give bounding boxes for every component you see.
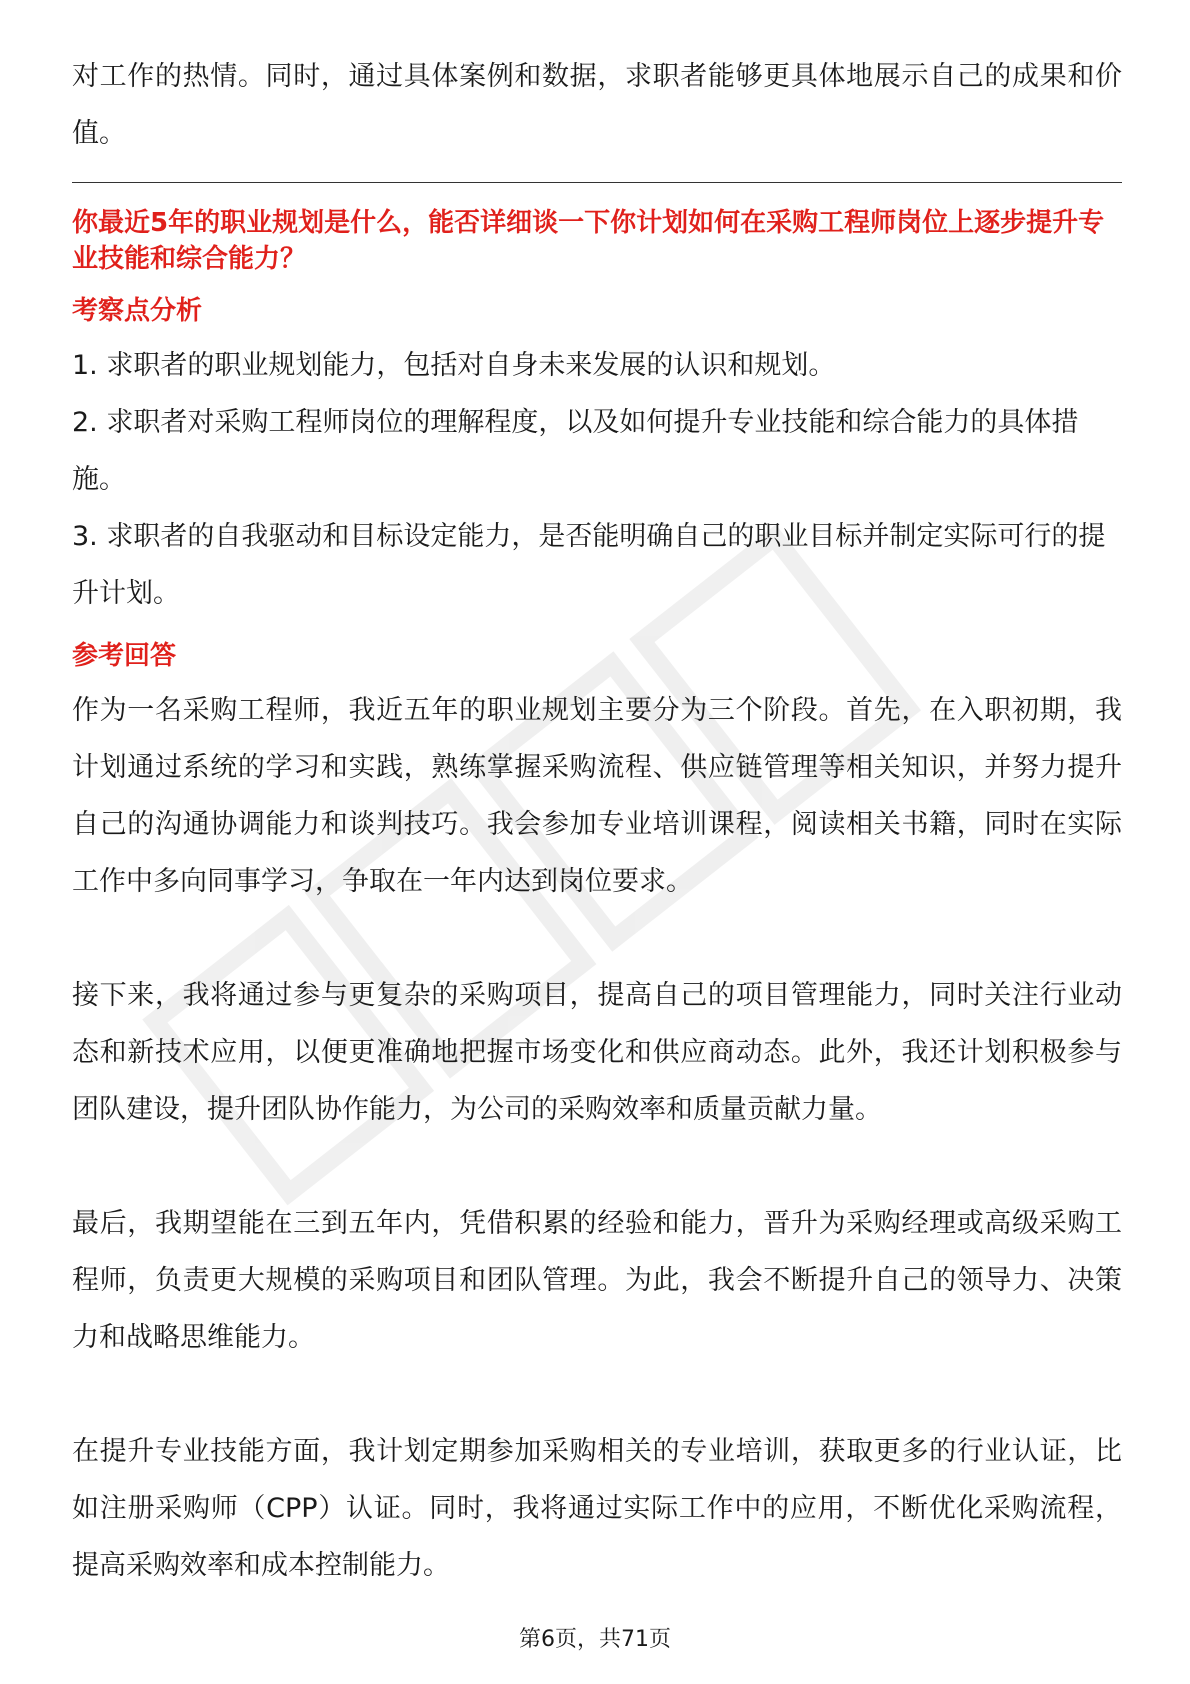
answer-paragraph-3: 最后，我期望能在三到五年内，凭借积累的经验和能力，晋升为采购经理或高级采购工程师，负责更大规模的采购项目和团队管理。为此，我会不断提升自己的领导力、决策力和战略思维能力。 xyxy=(72,1208,1122,1353)
analysis-item-1: 1. 求职者的职业规划能力，包括对自身未来发展的认识和规划。 xyxy=(72,350,836,381)
analysis-item-3: 3. 求职者的自我驱动和目标设定能力，是否能明确自己的职业目标并制定实际可行的提升计划。 xyxy=(72,521,1106,609)
answer-paragraph-1: 作为一名采购工程师，我近五年的职业规划主要分为三个阶段。首先，在入职初期，我计划通过系统的学习和实践，熟练掌握采购流程、供应链管理等相关知识，并努力提升自己的沟通协调能力和谈判技巧。我会参加专业培训课程，阅读相关书籍，同时在实际工作中多向同事学习，争取在一年内达到岗位要求。 xyxy=(72,695,1122,897)
analysis-list xyxy=(72,337,1122,622)
document-page xyxy=(72,48,1122,1594)
page-number: 第6页，共71页 xyxy=(519,1627,671,1652)
answer-paragraph-2: 接下来，我将通过参与更复杂的采购项目，提高自己的项目管理能力，同时关注行业动态和新技术应用，以便更准确地把握市场变化和供应商动态。此外，我还计划积极参与团队建设，提升团队协作能力，为公司的采购效率和质量贡献力量。 xyxy=(72,980,1122,1125)
answer-heading: 参考回答 xyxy=(72,641,177,671)
intro-paragraph: 对工作的热情。同时，通过具体案例和数据，求职者能够更具体地展示自己的成果和价值。 xyxy=(72,61,1122,149)
analysis-item-2: 2. 求职者对采购工程师岗位的理解程度，以及如何提升专业技能和综合能力的具体措施。 xyxy=(72,407,1079,495)
interview-question: 你最近5年的职业规划是什么，能否详细谈一下你计划如何在采购工程师岗位上逐步提升专业技能和综合能力？ xyxy=(72,208,1105,274)
answer-paragraph-4: 在提升专业技能方面，我计划定期参加采购相关的专业培训，获取更多的行业认证，比如注册采购师（CPP）认证。同时，我将通过实际工作中的应用，不断优化采购流程，提高采购效率和成本控制能力。 xyxy=(72,1436,1122,1581)
section-divider xyxy=(72,182,1122,183)
analysis-heading: 考察点分析 xyxy=(72,296,203,326)
